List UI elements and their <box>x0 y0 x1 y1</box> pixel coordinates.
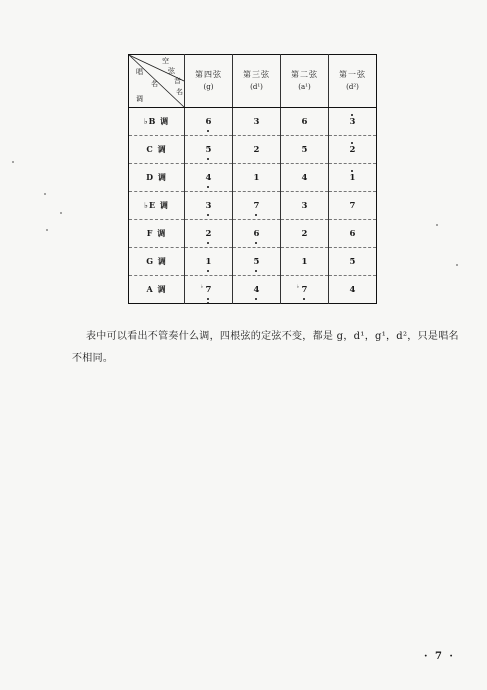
note-cell <box>281 192 329 220</box>
scan-speck <box>44 193 46 195</box>
octave-down-dot <box>255 214 257 216</box>
octave-down-dot <box>207 158 209 160</box>
corner-label-g: 调 <box>136 95 143 103</box>
note-number: 3 <box>205 200 212 211</box>
body-paragraph: 表中可以看出不管奏什么调，四根弦的定弦不变，都是 g，d¹，g¹，d²，只是唱名不相同。 <box>72 331 459 364</box>
jianpu-note <box>254 146 260 155</box>
string-pitch: (a¹) <box>298 83 311 91</box>
key-name-cell: ♭E 调 <box>129 192 185 220</box>
scan-speck <box>60 212 62 214</box>
jianpu-note <box>206 146 212 155</box>
jianpu-note <box>206 202 212 211</box>
octave-down-dot <box>255 270 257 272</box>
jianpu-note <box>302 202 308 211</box>
note-cell <box>233 164 281 192</box>
note-cell <box>185 108 233 136</box>
note-cell <box>281 220 329 248</box>
note-number: 4 <box>205 172 212 183</box>
note-cell <box>329 136 377 164</box>
note-number: 3 <box>301 200 308 211</box>
jianpu-note <box>254 174 260 183</box>
flat-sign: ♭ <box>296 283 299 290</box>
note-cell <box>281 164 329 192</box>
jianpu-note <box>206 174 212 183</box>
octave-up-dot <box>351 114 353 116</box>
jianpu-note <box>350 146 356 155</box>
jianpu-note <box>206 258 212 267</box>
corner-label-c: 弦 <box>168 67 175 75</box>
note-number: 3 <box>253 116 260 127</box>
table-row <box>129 136 377 164</box>
octave-down-dot <box>207 302 209 304</box>
jianpu-note <box>206 230 212 239</box>
octave-down-dot <box>207 298 209 300</box>
jianpu-note <box>350 258 356 267</box>
note-number: 6 <box>253 228 260 239</box>
key-name-cell: ♭B 调 <box>129 108 185 136</box>
note-cell <box>233 136 281 164</box>
note-number: 4 <box>253 284 260 295</box>
jianpu-note <box>254 202 260 211</box>
table-body <box>129 108 377 304</box>
jianpu-note <box>302 118 308 127</box>
scan-speck <box>12 161 14 163</box>
note-cell <box>233 192 281 220</box>
note-number: 7 <box>253 200 260 211</box>
octave-down-dot <box>207 270 209 272</box>
jianpu-note <box>350 286 356 295</box>
note-cell <box>329 192 377 220</box>
jianpu-note <box>350 118 356 127</box>
corner-label-a: 空 <box>162 57 169 65</box>
note-cell <box>233 248 281 276</box>
note-number: 5 <box>205 144 212 155</box>
note-number: 2 <box>253 144 260 155</box>
corner-header-cell <box>129 55 185 108</box>
octave-down-dot <box>207 242 209 244</box>
note-number: 2 <box>349 144 356 155</box>
table-row <box>129 220 377 248</box>
column-header <box>281 55 329 108</box>
table-row <box>129 192 377 220</box>
note-number: 2 <box>301 228 308 239</box>
jianpu-note <box>254 258 260 267</box>
string-name: 第三弦 <box>243 70 270 79</box>
scan-speck <box>46 229 48 231</box>
jianpu-note <box>302 146 308 155</box>
note-cell <box>281 276 329 304</box>
string-name: 第四弦 <box>195 70 222 79</box>
note-cell <box>233 108 281 136</box>
column-header <box>233 55 281 108</box>
jianpu-note <box>350 202 356 211</box>
note-number: 7 <box>205 284 212 295</box>
note-number: 1 <box>205 256 212 267</box>
note-number: 6 <box>205 116 212 127</box>
jianpu-note <box>254 286 260 295</box>
table-row <box>129 164 377 192</box>
string-pitch: (g) <box>203 83 214 91</box>
scan-speck <box>436 224 438 226</box>
corner-label-e: 名 <box>151 80 158 88</box>
key-name-cell: C 调 <box>129 136 185 164</box>
octave-down-dot <box>255 242 257 244</box>
note-cell <box>185 192 233 220</box>
octave-down-dot <box>207 130 209 132</box>
jianpu-note <box>200 283 212 295</box>
note-cell <box>185 248 233 276</box>
note-number: 2 <box>205 228 212 239</box>
string-name: 第二弦 <box>291 70 318 79</box>
key-name-cell: D 调 <box>129 164 185 192</box>
corner-label-f: 名 <box>176 88 183 96</box>
jianpu-note <box>350 174 356 183</box>
note-cell <box>233 276 281 304</box>
string-pitch: (d¹) <box>250 83 263 91</box>
jianpu-note <box>302 174 308 183</box>
jianpu-note <box>302 230 308 239</box>
note-number: 4 <box>301 172 308 183</box>
octave-down-dot <box>303 298 305 300</box>
note-cell <box>281 136 329 164</box>
jianpu-note <box>254 230 260 239</box>
column-header <box>329 55 377 108</box>
scan-speck <box>456 264 458 266</box>
note-cell <box>329 164 377 192</box>
column-header <box>185 55 233 108</box>
jianpu-note <box>302 258 308 267</box>
string-pitch: (d²) <box>346 83 359 91</box>
note-number: 4 <box>349 284 356 295</box>
note-number: 5 <box>349 256 356 267</box>
corner-label-d: 音 <box>174 77 181 85</box>
note-number: 5 <box>253 256 260 267</box>
note-cell <box>185 276 233 304</box>
table-row <box>129 248 377 276</box>
table-header-row <box>129 55 377 108</box>
note-cell <box>281 248 329 276</box>
key-name-cell: A 调 <box>129 276 185 304</box>
note-cell <box>329 276 377 304</box>
note-cell <box>329 108 377 136</box>
note-number: 1 <box>301 256 308 267</box>
note-cell <box>281 108 329 136</box>
flat-sign: ♭ <box>200 283 203 290</box>
key-name-cell: F 调 <box>129 220 185 248</box>
string-key-table <box>128 54 377 304</box>
jianpu-note <box>206 118 212 127</box>
page-number: · 7 · <box>424 651 455 662</box>
key-name-cell: G 调 <box>129 248 185 276</box>
corner-label-b: 唱 <box>136 68 143 76</box>
note-number: 6 <box>349 228 356 239</box>
table-row <box>129 276 377 304</box>
note-number: 1 <box>349 172 356 183</box>
note-cell <box>185 164 233 192</box>
note-cell <box>329 248 377 276</box>
note-cell <box>329 220 377 248</box>
octave-up-dot <box>351 142 353 144</box>
note-number: 1 <box>253 172 260 183</box>
note-number: 6 <box>301 116 308 127</box>
note-number: 7 <box>301 284 308 295</box>
note-number: 7 <box>349 200 356 211</box>
octave-down-dot <box>255 298 257 300</box>
note-number: 5 <box>301 144 308 155</box>
string-name: 第一弦 <box>339 70 366 79</box>
jianpu-note <box>350 230 356 239</box>
octave-down-dot <box>207 186 209 188</box>
note-cell <box>185 220 233 248</box>
note-cell <box>233 220 281 248</box>
note-cell <box>185 136 233 164</box>
table-row <box>129 108 377 136</box>
octave-down-dot <box>207 214 209 216</box>
jianpu-note <box>254 118 260 127</box>
octave-up-dot <box>351 170 353 172</box>
jianpu-note <box>296 283 308 295</box>
note-number: 3 <box>349 116 356 127</box>
